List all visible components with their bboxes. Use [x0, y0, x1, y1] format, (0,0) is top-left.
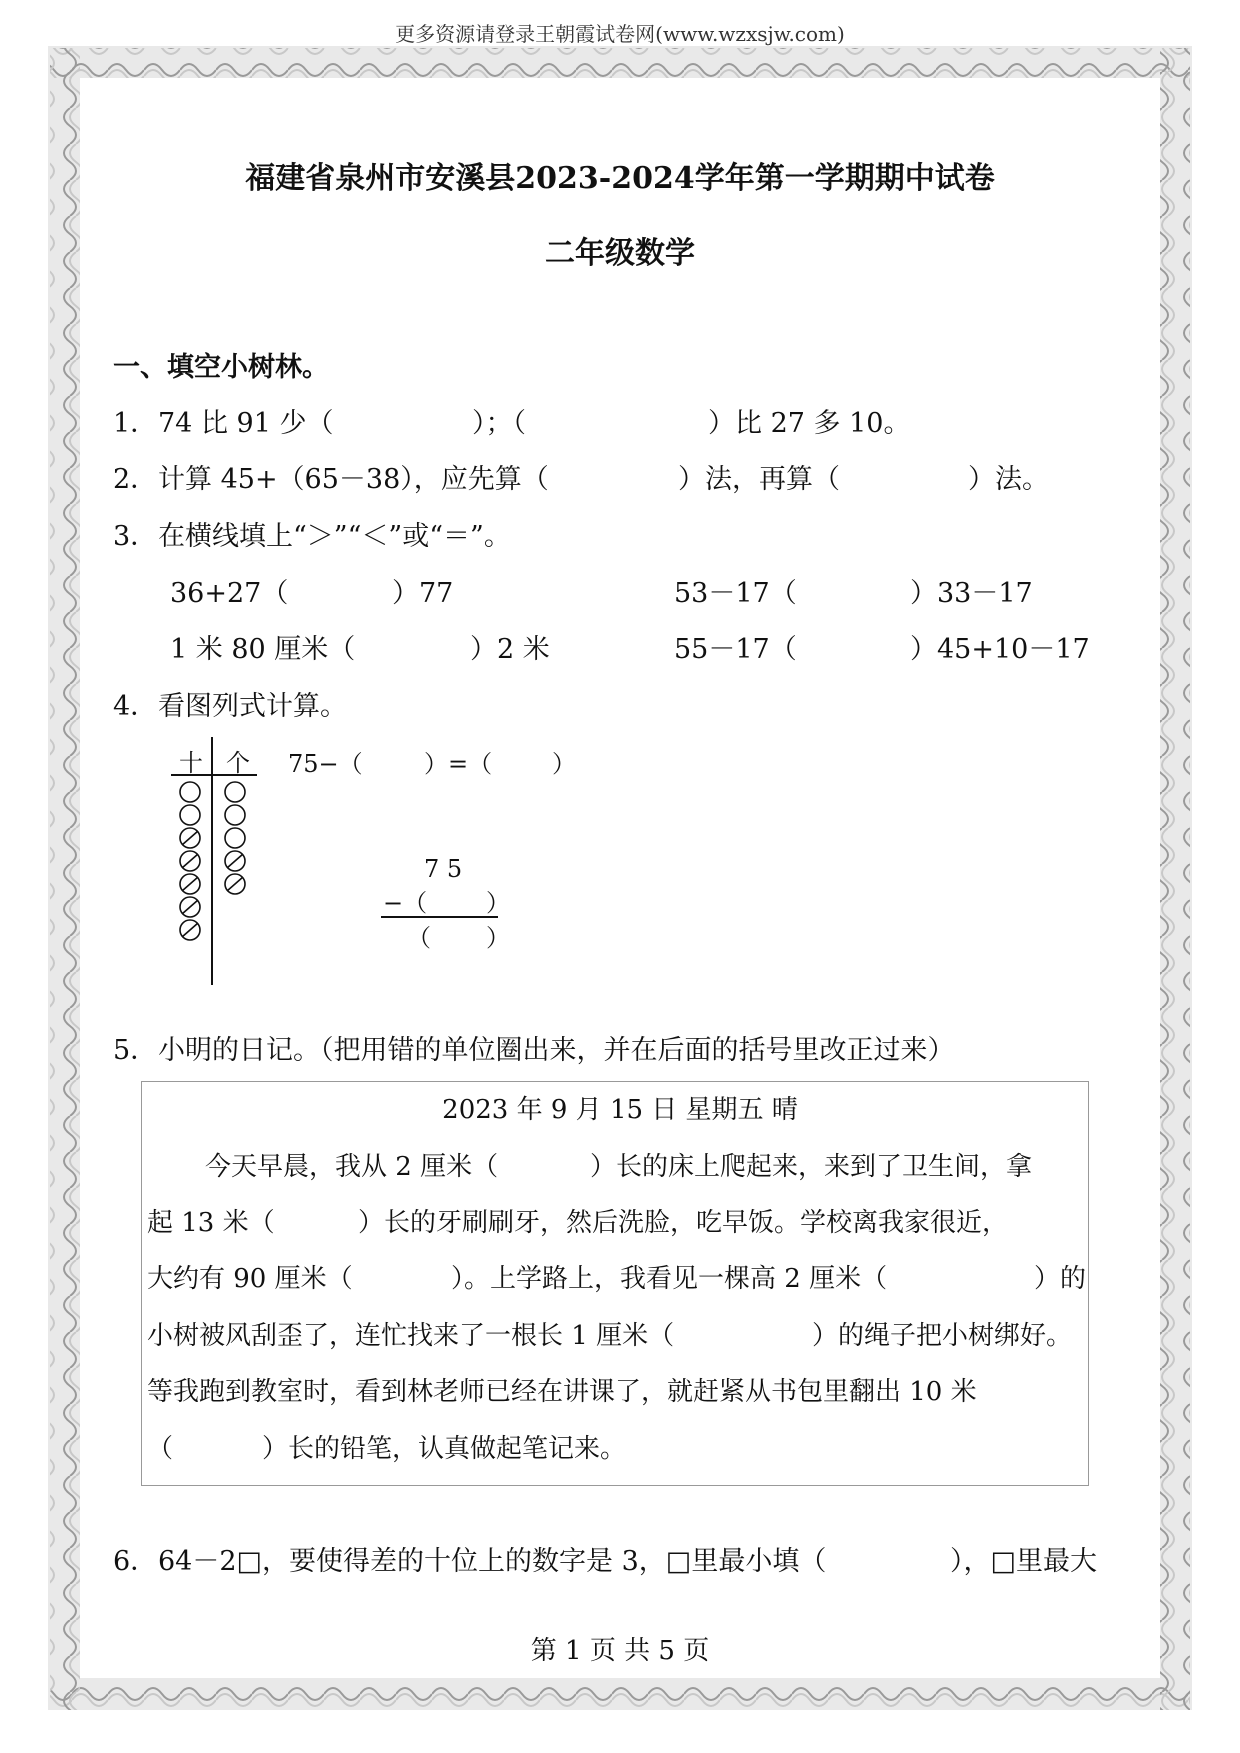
compare-left: 36+27（	[170, 578, 289, 609]
question-number: 4．	[113, 691, 158, 722]
diary-date: 2023 年 9 月 15 日 星期五 晴	[442, 1095, 798, 1125]
exam-title: 福建省泉州市安溪县2023-2024学年第一学期期中试卷	[245, 161, 995, 196]
diary-text: ）长的床上爬起来，来到了卫生间，拿	[590, 1152, 1033, 1182]
question-text: ）比 27 多 10。	[708, 408, 911, 439]
compare-right: ）2 米	[470, 634, 550, 665]
question-number: 1．	[113, 408, 158, 439]
question-text: ）法，再算（	[678, 464, 840, 495]
source-header: 更多资源请登录王朝霞试卷网(www.wzxsjw.com)	[395, 22, 845, 46]
question-text: ），□里最大	[950, 1546, 1098, 1577]
diary-text: 小树被风刮歪了，连忙找来了一根长 1 厘米（	[147, 1321, 675, 1351]
bead-slash	[182, 831, 198, 845]
bead-slash	[227, 877, 243, 891]
bead	[225, 805, 245, 825]
bead-slash	[182, 854, 198, 868]
diary-text: ）的	[1034, 1264, 1087, 1294]
question-text: 在横线填上“＞”“＜”或“＝”。	[158, 521, 511, 552]
vertical-result-close: ）	[486, 924, 510, 952]
question-number: 3．	[113, 521, 158, 552]
question-text: 74 比 91 少（	[158, 408, 334, 439]
question-text: ）；（	[472, 408, 526, 439]
diary-text: ）的绳子把小树绑好。	[812, 1321, 1073, 1351]
compare-right: ）33－17	[910, 578, 1033, 609]
bead-slash	[182, 923, 198, 937]
ones-beads	[225, 782, 245, 894]
compare-right: ）77	[392, 578, 454, 609]
abacus-counter-figure	[165, 735, 265, 990]
question-text: 小明的日记。（把用错的单位圈出来，并在后面的括号里改正过来）	[158, 1035, 955, 1066]
diary-text: 大约有 90 厘米（	[147, 1264, 353, 1294]
diary-text: ）长的牙刷刷牙，然后洗脸，吃早饭。学校离我家很近，	[358, 1208, 1009, 1238]
diary-text: ）。上学路上，我看见一棵高 2 厘米（	[451, 1264, 888, 1294]
vertical-result-open: （	[407, 924, 431, 952]
tens-beads	[180, 782, 200, 940]
bead	[180, 805, 200, 825]
equation-start: 75−（	[288, 750, 363, 778]
compare-left: 55－17（	[674, 634, 797, 665]
abacus-tens-label: 十	[179, 749, 203, 777]
exam-subject: 二年级数学	[545, 236, 695, 271]
vertical-top-number: 7 5	[424, 855, 463, 883]
diary-text: 今天早晨，我从 2 厘米（	[205, 1152, 499, 1182]
vertical-minus-close: ）	[486, 889, 510, 917]
compare-left: 53－17（	[674, 578, 797, 609]
question-text: 计算 45+（65－38），应先算（	[158, 464, 549, 495]
question-text: 看图列式计算。	[158, 691, 347, 722]
equation-middle: ）=（	[424, 750, 493, 778]
bead-slash	[182, 900, 198, 914]
bead	[225, 782, 245, 802]
diary-text: （	[147, 1434, 174, 1464]
compare-right: ）45+10－17	[910, 634, 1090, 665]
question-number: 6．	[113, 1546, 158, 1577]
bead	[225, 828, 245, 848]
question-text: ）法。	[968, 464, 1049, 495]
diary-text: 等我跑到教室时，看到林老师已经在讲课了，就赶紧从书包里翻出 10 米	[147, 1377, 977, 1407]
abacus-ones-label: 个	[226, 749, 250, 777]
diary-text: 起 13 米（	[147, 1208, 275, 1238]
question-text: 64－2□，要使得差的十位上的数字是 3，□里最小填（	[158, 1546, 827, 1577]
section-heading: 一、填空小树林。	[113, 352, 329, 383]
page-footer: 第 1 页 共 5 页	[530, 1636, 710, 1666]
question-number: 2．	[113, 464, 158, 495]
equation-end: ）	[552, 750, 576, 778]
question-number: 5．	[113, 1035, 158, 1066]
diary-text: ）长的铅笔，认真做起笔记来。	[262, 1434, 627, 1464]
bead-slash	[182, 877, 198, 891]
vertical-minus-open: −（	[383, 889, 428, 917]
bead	[180, 782, 200, 802]
bead-slash	[227, 854, 243, 868]
compare-left: 1 米 80 厘米（	[170, 634, 356, 665]
vertical-rule	[381, 916, 498, 918]
